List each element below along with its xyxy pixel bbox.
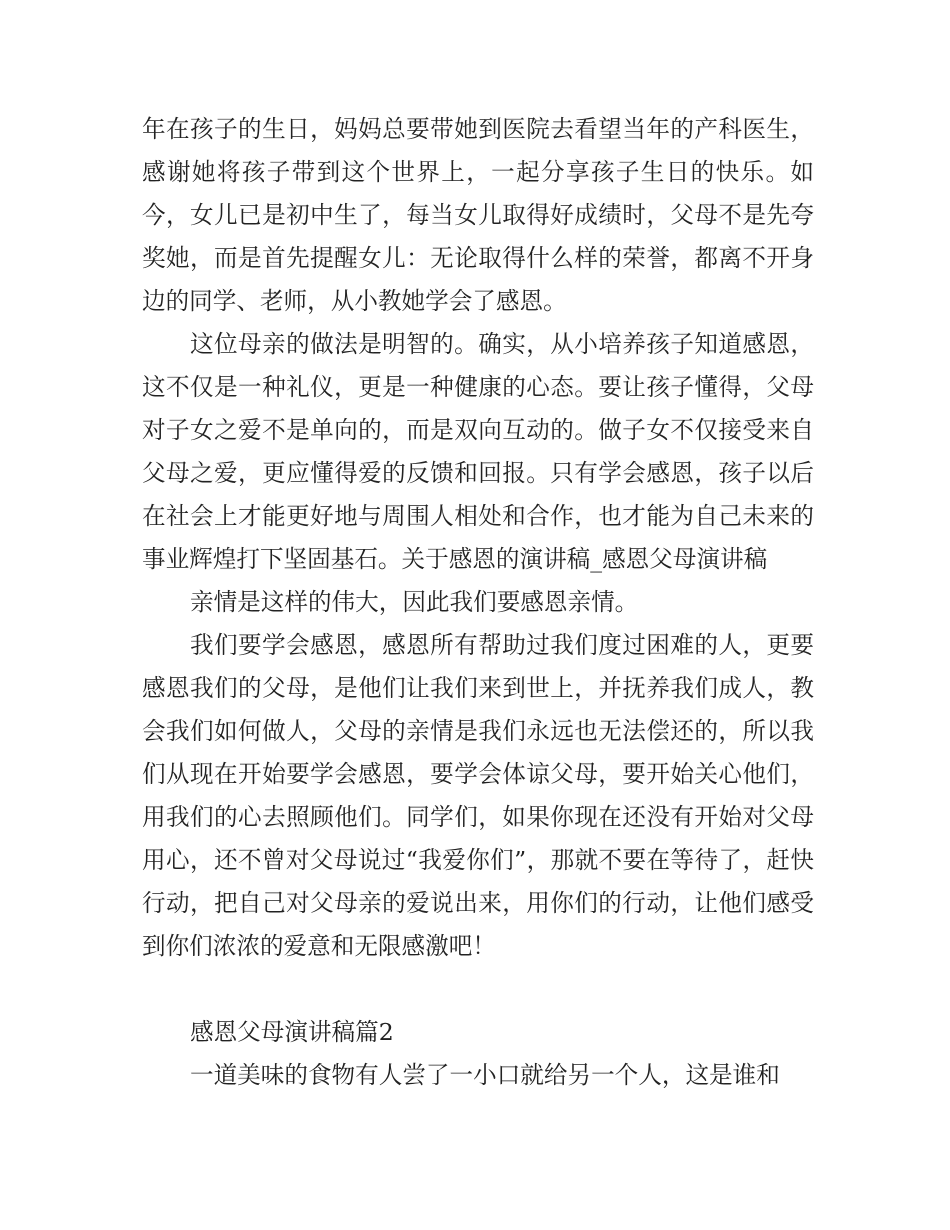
section-heading: 感恩父母演讲稿篇2 (190, 1018, 394, 1046)
paragraph-learn-gratitude: 我们要学会感恩，感恩所有帮助过我们度过困难的人，更要感恩我们的父母，是他们让我们来到世上，并抚养我们成人，教会我们如何做人，父母的亲情是我们永远也无法偿还的，所以我们从现在开始要学会感恩，要学会体谅父母，要开始关心他们，用我们的心去照顾他们。同学们，如果你现在还没有开始对父母用心，还不曾对父母说过“我爱你们”，那就不要在等待了，赶快行动，把自己对父母亲的爱说出来，用你们的行动，让他们感受到你们浓浓的爱意和无限感激吧！ (142, 631, 814, 960)
document-body (142, 108, 814, 1097)
paragraph-delicious-food: 一道美味的食物有人尝了一小口就给另一个人，这是谁和 (190, 1061, 780, 1089)
paragraph-continuation: 年在孩子的生日，妈妈总要带她到医院去看望当年的产科医生，感谢她将孩子带到这个世界上，一起分享孩子生日的快乐。如今，女儿已是初中生了，每当女儿取得好成绩时，父母不是先夸奖她，而是首先提醒女儿：无论取得什么样的荣誉，都离不开身边的同学、老师，从小教她学会了感恩。 (142, 115, 814, 315)
paragraph-mother-wisdom: 这位母亲的做法是明智的。确实，从小培养孩子知道感恩，这不仅是一种礼仪，更是一种健康的心态。要让孩子懂得，父母对子女之爱不是单向的，而是双向互动的。做子女不仅接受来自父母之爱，更应懂得爱的反馈和回报。只有学会感恩，孩子以后在社会上才能更好地与周围人相处和合作，也才能为自己未来的事业辉煌打下坚固基石。关于感恩的演讲稿_感恩父母演讲稿 (142, 330, 814, 573)
paragraph-gap (142, 968, 814, 1011)
paragraph-family-love: 亲情是这样的伟大，因此我们要感恩亲情。 (190, 588, 639, 616)
